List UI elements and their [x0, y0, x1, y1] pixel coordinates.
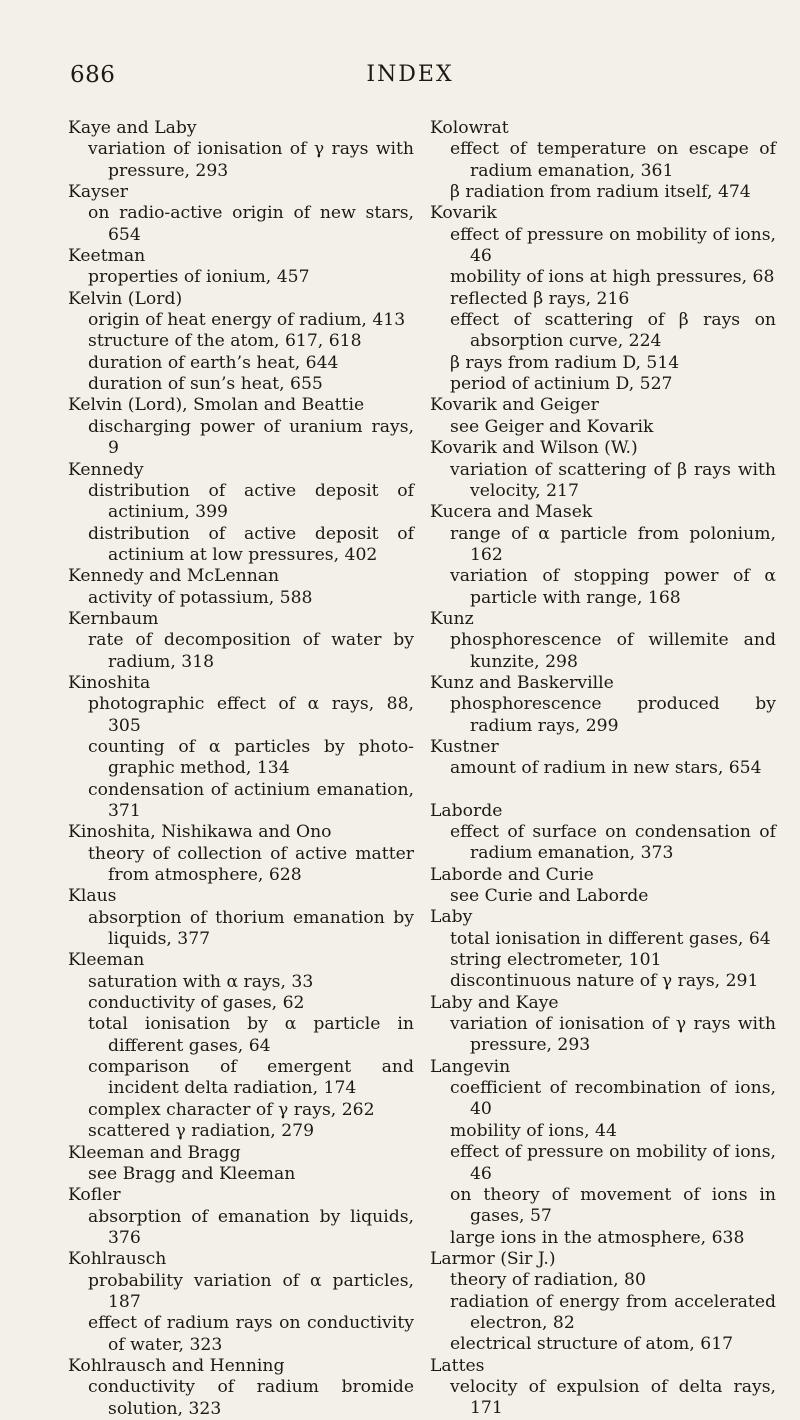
- index-subentry: variation of scattering of β rays with velocity, 217: [450, 459, 776, 501]
- index-subentry: origin of heat energy of radium, 413: [88, 310, 406, 331]
- index-subentry: reflected β rays, 216: [450, 288, 630, 309]
- index-entry: [430, 203, 776, 395]
- index-heading: Kennedy and McLennan: [68, 566, 280, 587]
- index-heading: Kovarik and Geiger: [430, 395, 599, 416]
- index-heading: Kucera and Masek: [430, 502, 593, 523]
- index-subentry: activity of potassium, 588: [88, 587, 313, 608]
- index-entry: [430, 609, 776, 673]
- index-subentry: theory of collection of active matter from atmosphere, 628: [88, 843, 414, 886]
- index-entry: [430, 1249, 776, 1356]
- index-heading: Lattes: [430, 1355, 485, 1376]
- index-subentry: on radio-active origin of new stars, 654: [88, 203, 414, 245]
- index-subentry: variation of stopping power of α particle with range, 168: [450, 566, 776, 608]
- index-entry: [68, 1356, 414, 1420]
- index-heading: Kunz: [430, 608, 474, 629]
- index-heading: Laby and Kaye: [430, 992, 559, 1013]
- index-heading: Laborde: [430, 800, 503, 821]
- index-subentry: conductivity of radium bromide solution, 323: [88, 1377, 414, 1419]
- index-subentry: condensation of actinium emanation, 371: [88, 779, 414, 821]
- index-subentry: distribution of active deposit of actinium at low pressures, 402: [88, 523, 414, 565]
- index-column-left: [68, 118, 414, 1420]
- index-subentry: effect of scattering of β rays on absorption curve, 224: [450, 310, 776, 352]
- index-entry: [68, 1249, 414, 1356]
- index-heading: Kovarik: [430, 203, 497, 224]
- index-subentry: β rays from radium D, 514: [450, 352, 680, 373]
- index-subentry: phosphorescence of willemite and kunzite, 298: [450, 630, 776, 672]
- index-entry: [430, 993, 776, 1057]
- index-subentry: period of actinium D, 527: [450, 374, 673, 395]
- index-entry: [68, 673, 414, 822]
- index-subentry: total ionisation in different gases, 64: [450, 928, 771, 949]
- index-subentry: duration of sun’s heat, 655: [88, 374, 323, 395]
- index-subentry: mobility of ions at high pressures, 68: [450, 267, 775, 288]
- index-heading: Kinoshita: [68, 672, 151, 693]
- index-subentry: effect of pressure on mobility of ions, 46: [450, 1142, 776, 1184]
- index-entry: [430, 865, 776, 908]
- index-subentry: duration of earth’s heat, 644: [88, 352, 339, 373]
- index-heading: Kolowrat: [430, 118, 509, 138]
- index-entry: [68, 886, 414, 950]
- index-subentry: phosphorescence produced by radium rays, 299: [450, 694, 776, 736]
- index-subentry: conductivity of gases, 62: [88, 993, 305, 1014]
- index-heading: Kennedy: [68, 459, 144, 480]
- index-heading: Kayser: [68, 182, 129, 203]
- index-entry: [68, 566, 414, 609]
- index-entry: [430, 907, 776, 992]
- index-subentry: mobility of ions, 44: [450, 1120, 617, 1141]
- index-subentry: effect of radium rays on conductivity of water, 323: [88, 1313, 414, 1355]
- index-subentry: see Bragg and Kleeman: [88, 1163, 296, 1184]
- index-subentry: rate of decomposition of water by radium, 318: [88, 630, 414, 672]
- index-entry: [68, 246, 414, 289]
- index-entry: [68, 1185, 414, 1249]
- index-heading: Kustner: [430, 736, 499, 757]
- index-heading: Kohlrausch and Henning: [68, 1355, 285, 1376]
- index-entry: [430, 1356, 776, 1420]
- index-heading: Laby: [430, 907, 473, 928]
- index-entry: [430, 737, 776, 780]
- index-entry: [68, 822, 414, 886]
- index-subentry: counting of α particles by photo-graphic method, 134: [88, 736, 414, 779]
- index-entry: [68, 950, 414, 1142]
- index-heading: Langevin: [430, 1056, 511, 1077]
- index-entry: [68, 460, 414, 567]
- index-subentry: discharging power of uranium rays, 9: [88, 416, 414, 459]
- index-heading: Kinoshita, Nishikawa and Ono: [68, 822, 332, 843]
- index-entry: [68, 395, 414, 459]
- index-heading: Kleeman and Bragg: [68, 1142, 241, 1163]
- index-subentry: variation of ionisation of γ rays with pressure, 293: [88, 139, 414, 181]
- index-subentry: radiation of energy from accelerated electron, 82: [450, 1291, 776, 1333]
- index-entry: [68, 118, 414, 182]
- index-subentry: see Geiger and Kovarik: [450, 416, 654, 437]
- index-subentry: properties of ionium, 457: [88, 267, 310, 288]
- index-heading: Keetman: [68, 246, 146, 267]
- index-subentry: effect of temperature on escape of radium emanation, 361: [450, 139, 776, 181]
- index-heading: Kelvin (Lord): [68, 288, 183, 309]
- index-subentry: saturation with α rays, 33: [88, 971, 314, 992]
- index-subentry: amount of radium in new stars, 654: [450, 758, 762, 779]
- index-entry: [430, 801, 776, 865]
- index-subentry: scattered γ radiation, 279: [88, 1121, 315, 1142]
- index-heading: Larmor (Sir J.): [430, 1248, 556, 1269]
- index-heading: Laborde and Curie: [430, 864, 594, 885]
- index-subentry: string electrometer, 101: [450, 950, 662, 971]
- index-heading: Kernbaum: [68, 608, 159, 629]
- page-header: [70, 62, 750, 92]
- index-entry: [430, 438, 776, 502]
- index-subentry: variation of ionisation of γ rays with pressure, 293: [450, 1014, 776, 1056]
- index-subentry: theory of radiation, 80: [450, 1270, 646, 1291]
- index-subentry: β radiation from radium itself, 474: [450, 182, 751, 203]
- index-subentry: large ions in the atmosphere, 638: [450, 1227, 745, 1248]
- index-subentry: range of α particle from polonium, 162: [450, 523, 776, 565]
- index-heading: Kaye and Laby: [68, 118, 197, 138]
- index-heading: Kelvin (Lord), Smolan and Beattie: [68, 395, 365, 416]
- index-entry: [430, 118, 776, 203]
- index-entry: [430, 1057, 776, 1249]
- page-number: 686: [70, 62, 116, 88]
- index-heading: Kofler: [68, 1185, 121, 1206]
- index-subentry: absorption of emanation by liquids, 376: [88, 1206, 414, 1248]
- index-heading: Kleeman: [68, 950, 145, 971]
- index-heading: Kovarik and Wilson (W.): [430, 438, 638, 459]
- index-subentry: complex character of γ rays, 262: [88, 1099, 375, 1120]
- index-subentry: discontinuous nature of γ rays, 291: [450, 971, 759, 992]
- index-subentry: velocity of expulsion of delta rays, 171: [450, 1376, 776, 1419]
- index-heading: Klaus: [68, 886, 117, 907]
- index-entry: [68, 289, 414, 396]
- index-subentry: probability variation of α particles, 187: [88, 1270, 414, 1312]
- index-entry: [68, 1143, 414, 1186]
- running-title: INDEX: [366, 62, 454, 87]
- index-heading: Kohlrausch: [68, 1249, 167, 1270]
- index-subentry: total ionisation by α particle in different gases, 64: [88, 1014, 414, 1056]
- index-subentry: photographic effect of α rays, 88, 305: [88, 694, 414, 736]
- index-entry: [430, 502, 776, 609]
- index-subentry: absorption of thorium emanation by liquids, 377: [88, 907, 414, 950]
- index-subentry: distribution of active deposit of actinium, 399: [88, 480, 414, 523]
- index-subentry: structure of the atom, 617, 618: [88, 331, 362, 352]
- index-subentry: electrical structure of atom, 617: [450, 1334, 734, 1355]
- index-subentry: comparison of emergent and incident delta radiation, 174: [88, 1057, 414, 1099]
- index-subentry: see Curie and Laborde: [450, 886, 649, 907]
- index-column-right: [430, 118, 776, 1420]
- index-subentry: coefficient of recombination of ions, 40: [450, 1078, 776, 1120]
- index-heading: Kunz and Baskerville: [430, 672, 614, 693]
- index-entry: [430, 395, 776, 438]
- index-subentry: on theory of movement of ions in gases, 57: [450, 1184, 776, 1227]
- index-entry: [68, 182, 414, 246]
- index-subentry: effect of surface on condensation of radium emanation, 373: [450, 822, 776, 864]
- index-subentry: effect of pressure on mobility of ions, 46: [450, 224, 776, 267]
- index-entry: [68, 609, 414, 673]
- index-entry: [430, 673, 776, 737]
